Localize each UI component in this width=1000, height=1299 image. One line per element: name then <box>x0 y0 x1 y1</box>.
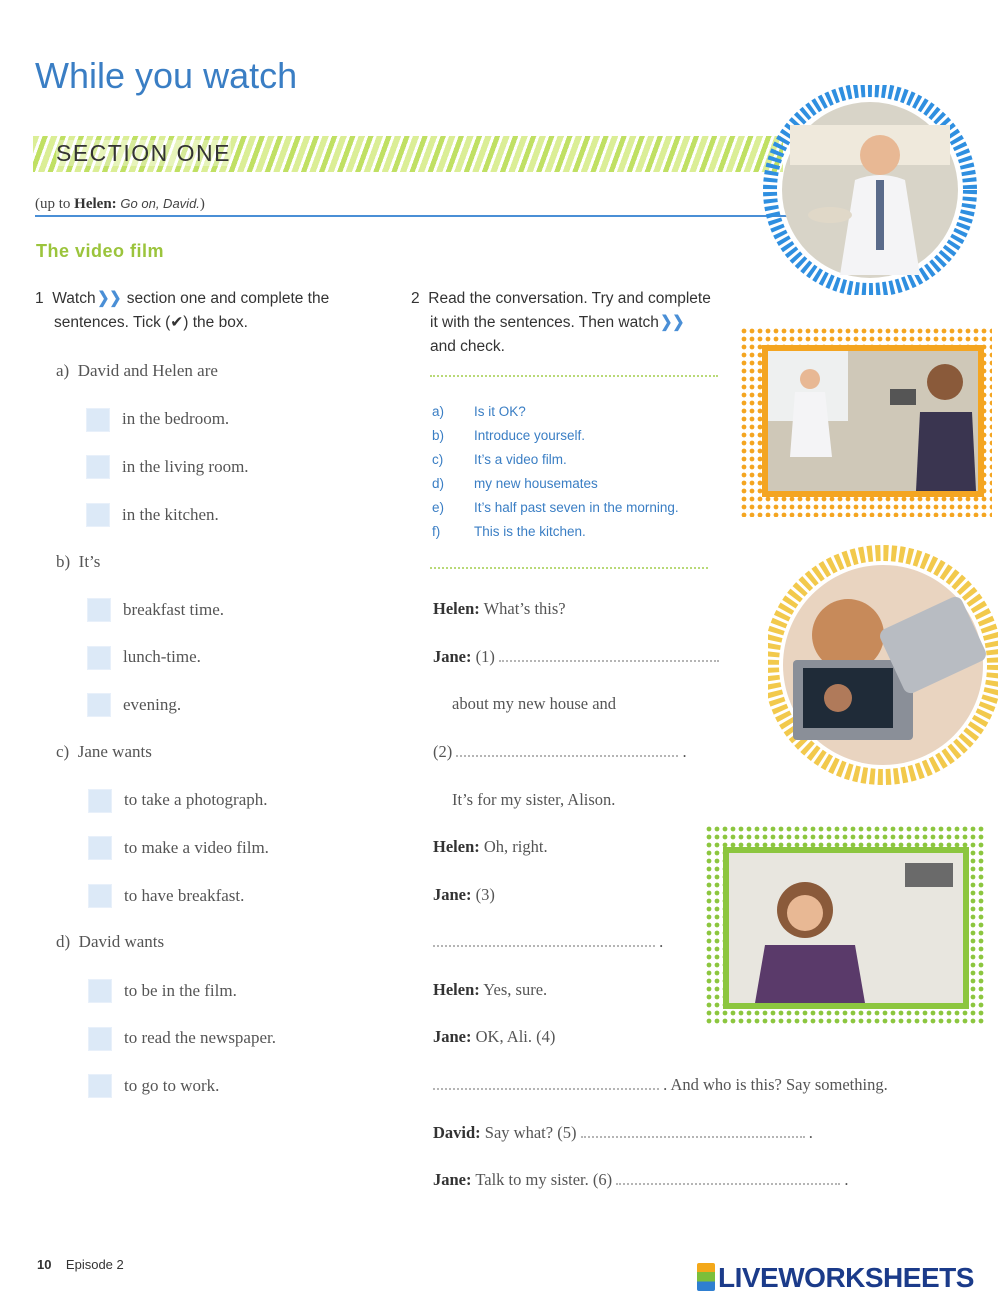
checkbox-b1[interactable] <box>87 598 111 622</box>
checkbox-c3[interactable] <box>88 884 112 908</box>
page-title: While you watch <box>35 55 298 96</box>
page-footer <box>37 1257 124 1272</box>
dialogue-line-9: Helen: Yes, sure. <box>433 980 548 999</box>
option-c1: to take a photograph. <box>124 790 268 809</box>
dialogue-line-13: Jane: Talk to my sister. (6) . <box>433 1170 849 1189</box>
blank-3[interactable] <box>433 945 655 947</box>
jane-selfie-photo <box>705 825 985 1025</box>
dialogue-line-3: about my new house and <box>452 694 617 713</box>
option-c2: to make a video film. <box>124 838 269 857</box>
watch-icon: ❯❯ <box>96 290 122 307</box>
dialogue-line-7: Jane: (3) <box>433 885 495 904</box>
episode-label: Episode 2 <box>65 1257 124 1272</box>
option-b1: breakfast time. <box>123 600 225 619</box>
question-d-stem: d) David wants <box>56 932 165 951</box>
blank-2[interactable] <box>456 755 678 757</box>
dialogue-line-12: David: Say what? (5) . <box>433 1123 813 1142</box>
dialogue-line-8: . <box>433 932 663 952</box>
question-b-stem: b) It’s <box>56 552 101 571</box>
checkbox-c1[interactable] <box>88 789 112 813</box>
sentence-box-bottom <box>430 567 708 569</box>
camcorder-photo <box>768 540 998 790</box>
exercise1-instructions: 1 Watch❯❯ section one and complete the sentences. Tick (✔) the box. <box>35 287 329 335</box>
dialogue-line-11: . And who is this? Say something. <box>433 1075 888 1095</box>
checkbox-b3[interactable] <box>87 693 111 717</box>
checkbox-c2[interactable] <box>88 836 112 860</box>
section-rule <box>35 215 810 217</box>
page-number: 10 <box>37 1257 52 1272</box>
dialogue-line-4: (2) . <box>433 742 687 761</box>
option-a2: in the living room. <box>122 457 249 476</box>
exercise2-instructions: 2 Read the conversation. Try and complete it with the sentences. Then watch❯❯ and check. <box>411 290 711 355</box>
option-d2: to read the newspaper. <box>124 1028 276 1047</box>
option-a1: in the bedroom. <box>122 409 230 428</box>
checkbox-a3[interactable] <box>86 503 110 527</box>
dialogue-line-10: Jane: OK, Ali. (4) <box>433 1027 556 1046</box>
option-b3: evening. <box>123 695 182 714</box>
question-c-stem: c) Jane wants <box>56 742 152 761</box>
blank-6[interactable] <box>616 1183 840 1185</box>
section-label: SECTION ONE <box>56 140 231 166</box>
dialogue-line-5: It’s for my sister, Alison. <box>452 790 616 809</box>
blank-4[interactable] <box>433 1088 659 1090</box>
checkbox-b2[interactable] <box>87 646 111 670</box>
liveworksheets-icon <box>697 1263 715 1291</box>
option-d1: to be in the film. <box>124 981 237 1000</box>
david-kitchen-photo <box>760 85 980 295</box>
blank-1[interactable] <box>499 660 719 662</box>
watch-icon: ❯❯ <box>660 314 685 331</box>
section-scope: (up to Helen: Go on, David.) <box>35 196 205 212</box>
option-d3: to go to work. <box>124 1076 220 1095</box>
option-b2: lunch-time. <box>123 647 201 666</box>
sentence-list: a) Is it OK? b) Introduce yourself. c) It’s a video film. d) my new housemates e) It’s half past seven in the morning. f) This is the kitchen. <box>432 404 679 539</box>
dialogue-line-6: Helen: Oh, right. <box>433 837 548 856</box>
subheading: The video film <box>36 241 165 261</box>
sentence-box-top <box>430 375 718 377</box>
option-a3: in the kitchen. <box>122 505 219 524</box>
dialogue-line-1: Helen: What’s this? <box>433 599 566 618</box>
checkbox-a1[interactable] <box>86 408 110 432</box>
blank-5[interactable] <box>581 1136 805 1138</box>
jane-filming-photo <box>740 327 992 517</box>
checkbox-d1[interactable] <box>88 979 112 1003</box>
question-a-stem: a) David and Helen are <box>56 361 218 380</box>
brand-logo: LIVEWORKSHEETS <box>697 1262 974 1294</box>
checkbox-d3[interactable] <box>88 1074 112 1098</box>
checkbox-d2[interactable] <box>88 1027 112 1051</box>
checkbox-a2[interactable] <box>86 455 110 479</box>
option-c3: to have breakfast. <box>124 886 245 905</box>
dialogue-line-2: Jane: (1) <box>433 647 719 667</box>
